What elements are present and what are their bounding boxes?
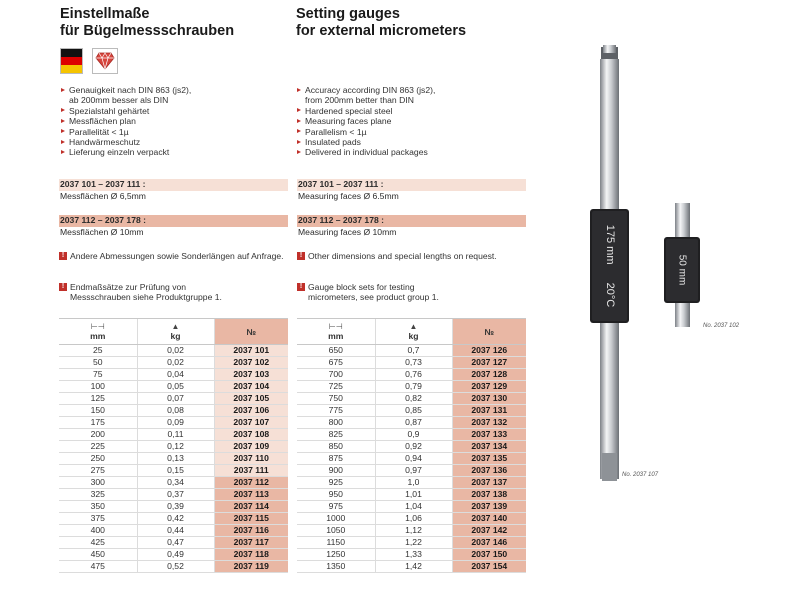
long-gauge-label: 175 mm	[604, 224, 616, 265]
weight-cell: 0,07	[137, 393, 214, 405]
table-row	[59, 513, 288, 525]
weight-cell: 0,9	[375, 429, 452, 441]
short-gauge-label: 50 mm	[676, 254, 688, 286]
weight-cell: 0,52	[137, 561, 214, 573]
article-number-cell: 2037 136	[452, 465, 526, 477]
length-cell: 900	[297, 465, 375, 477]
length-cell: 325	[59, 489, 137, 501]
note2-de	[59, 282, 222, 303]
weight-cell: 0,42	[137, 513, 214, 525]
note2-en-line2: micrometers, see product group 1.	[308, 292, 439, 303]
article-number-cell: 2037 137	[452, 477, 526, 489]
article-number-cell: 2037 128	[452, 369, 526, 381]
article-number-cell: 2037 106	[214, 405, 288, 417]
bullet-item: Delivered in individual packages	[296, 147, 435, 157]
table-header-row	[59, 319, 288, 345]
table-row	[59, 537, 288, 549]
weight-cell: 0,11	[137, 429, 214, 441]
weight-cell: 0,85	[375, 405, 452, 417]
table-row	[297, 453, 526, 465]
weight-cell: 0,15	[137, 465, 214, 477]
article-number-cell: 2037 135	[452, 453, 526, 465]
note2-en-line1: Gauge block sets for testing	[308, 282, 415, 292]
length-cell: 1000	[297, 513, 375, 525]
range1-de-header: 2037 101 – 2037 111 :	[59, 179, 288, 191]
article-number-cell: 2037 102	[214, 357, 288, 369]
length-cell: 275	[59, 465, 137, 477]
length-cell: 150	[59, 405, 137, 417]
weight-cell: 0,02	[137, 345, 214, 357]
range1-en-header: 2037 101 – 2037 111 :	[297, 179, 526, 191]
table-row	[59, 525, 288, 537]
long-gauge-caption: No. 2037 107	[622, 472, 659, 478]
table-row	[297, 477, 526, 489]
title-de	[60, 6, 234, 40]
number-column-header: №	[452, 319, 526, 345]
length-cell: 850	[297, 441, 375, 453]
note2-de-line1: Endmaßsätze zur Prüfung von	[70, 282, 187, 292]
range2-en-header: 2037 112 – 2037 178 :	[297, 215, 526, 227]
length-cell: 100	[59, 381, 137, 393]
weight-cell: 0,44	[137, 525, 214, 537]
table-row	[297, 489, 526, 501]
weight-cell: 0,12	[137, 441, 214, 453]
table-row	[59, 489, 288, 501]
bullets-de	[60, 85, 191, 158]
title-en-line1: Setting gauges	[296, 6, 400, 22]
weight-cell: 0,73	[375, 357, 452, 369]
weight-cell: 0,76	[375, 369, 452, 381]
table-row	[297, 357, 526, 369]
length-cell: 725	[297, 381, 375, 393]
article-number-cell: 2037 142	[452, 525, 526, 537]
weight-cell: 1,04	[375, 501, 452, 513]
length-cell: 125	[59, 393, 137, 405]
article-number-cell: 2037 101	[214, 345, 288, 357]
table-row	[59, 393, 288, 405]
weight-cell: 0,97	[375, 465, 452, 477]
unit-kg: kg	[408, 331, 419, 341]
weight-cell: 0,13	[137, 453, 214, 465]
exclamation-icon: !	[59, 252, 67, 260]
unit-mm: mm	[328, 331, 344, 341]
table-row	[59, 549, 288, 561]
range2-de	[59, 215, 288, 238]
length-cell: 800	[297, 417, 375, 429]
length-column-header	[297, 319, 375, 345]
title-de-line1: Einstellmaße	[60, 6, 150, 22]
note2-de-line2: Messschrauben siehe Produktgruppe 1.	[70, 292, 222, 303]
bullet-item: Hardened special steel	[296, 106, 435, 116]
weight-cell: 1,22	[375, 537, 452, 549]
weight-cell: 1,33	[375, 549, 452, 561]
length-cell: 375	[59, 513, 137, 525]
table-row	[297, 525, 526, 537]
table-row	[297, 561, 526, 573]
bullet-item: Handwärmeschutz	[60, 137, 191, 147]
article-number-cell: 2037 130	[452, 393, 526, 405]
short-gauge-caption: No. 2037 102	[703, 323, 740, 329]
article-number-cell: 2037 140	[452, 513, 526, 525]
bullet-item: Insulated pads	[296, 137, 435, 147]
article-number-cell: 2037 134	[452, 441, 526, 453]
length-cell: 75	[59, 369, 137, 381]
table-row	[297, 405, 526, 417]
article-number-cell: 2037 150	[452, 549, 526, 561]
article-number-cell: 2037 118	[214, 549, 288, 561]
bullet-item: Lieferung einzeln verpackt	[60, 147, 191, 157]
long-gauge-temp: 20°C	[604, 282, 616, 308]
table-row	[297, 369, 526, 381]
weight-cell: 1,0	[375, 477, 452, 489]
weight-cell: 0,37	[137, 489, 214, 501]
weight-cell: 0,02	[137, 357, 214, 369]
weight-cell: 0,92	[375, 441, 452, 453]
length-cell: 775	[297, 405, 375, 417]
length-cell: 1050	[297, 525, 375, 537]
length-cell: 225	[59, 441, 137, 453]
article-number-cell: 2037 116	[214, 525, 288, 537]
note1-en	[297, 251, 497, 261]
length-cell: 1150	[297, 537, 375, 549]
range1-en	[297, 179, 526, 202]
table-row	[59, 441, 288, 453]
weight-cell: 0,87	[375, 417, 452, 429]
number-column-header: №	[214, 319, 288, 345]
table-row	[297, 537, 526, 549]
article-number-cell: 2037 113	[214, 489, 288, 501]
article-number-cell: 2037 119	[214, 561, 288, 573]
unit-mm: mm	[90, 331, 106, 341]
length-cell: 25	[59, 345, 137, 357]
article-number-cell: 2037 117	[214, 537, 288, 549]
weight-cell: 1,12	[375, 525, 452, 537]
bullet-item: Genauigkeit nach DIN 863 (js2),	[60, 85, 191, 95]
table-row	[59, 345, 288, 357]
weight-cell: 1,06	[375, 513, 452, 525]
table-row	[59, 369, 288, 381]
weight-cell: 1,01	[375, 489, 452, 501]
length-cell: 200	[59, 429, 137, 441]
table-row	[297, 513, 526, 525]
table-row	[297, 501, 526, 513]
article-number-cell: 2037 114	[214, 501, 288, 513]
article-number-cell: 2037 105	[214, 393, 288, 405]
length-cell: 1350	[297, 561, 375, 573]
bullet-item: Spezialstahl gehärtet	[60, 106, 191, 116]
note1-de	[59, 251, 284, 261]
weight-cell: 0,08	[137, 405, 214, 417]
weight-cell: 1,42	[375, 561, 452, 573]
range2-de-header: 2037 112 – 2037 178 :	[59, 215, 288, 227]
table-row	[297, 441, 526, 453]
note1-en-text: Other dimensions and special lengths on request.	[308, 251, 497, 261]
bullet-item: Parallelism < 1µ	[296, 127, 435, 137]
title-de-line2: für Bügelmessschrauben	[60, 23, 235, 39]
length-cell: 250	[59, 453, 137, 465]
table-row	[59, 453, 288, 465]
length-cell: 950	[297, 489, 375, 501]
length-column-header	[59, 319, 137, 345]
article-number-cell: 2037 111	[214, 465, 288, 477]
article-number-cell: 2037 132	[452, 417, 526, 429]
length-cell: 450	[59, 549, 137, 561]
table-row	[297, 465, 526, 477]
length-icon: ⊢⊣	[90, 322, 105, 331]
bullets-en	[296, 85, 435, 158]
length-cell: 750	[297, 393, 375, 405]
bullet-item: Measuring faces plane	[296, 116, 435, 126]
bullet-item-cont: ab 200mm besser als DIN	[69, 95, 169, 106]
length-cell: 700	[297, 369, 375, 381]
table-row	[297, 417, 526, 429]
long-gauge-image	[590, 45, 630, 485]
weight-cell: 0,09	[137, 417, 214, 429]
note1-de-text: Andere Abmessungen sowie Sonderlängen auf Anfrage.	[70, 251, 284, 261]
table-row	[297, 549, 526, 561]
range1-de	[59, 179, 288, 202]
germany-flag-icon	[60, 48, 83, 74]
bullet-item-cont: from 200mm better than DIN	[305, 95, 414, 106]
article-number-cell: 2037 104	[214, 381, 288, 393]
range1-de-sub: Messflächen Ø 6,5mm	[60, 191, 146, 201]
article-number-cell: 2037 129	[452, 381, 526, 393]
weight-cell: 0,39	[137, 501, 214, 513]
bullet-item: Parallelität < 1µ	[60, 127, 191, 137]
exclamation-icon: !	[297, 252, 305, 260]
weight-column-header	[375, 319, 452, 345]
length-cell: 175	[59, 417, 137, 429]
bullet-item: Accuracy according DIN 863 (js2),	[296, 85, 435, 95]
article-number-cell: 2037 109	[214, 441, 288, 453]
data-table-right	[297, 318, 526, 573]
length-cell: 650	[297, 345, 375, 357]
data-table-left	[59, 318, 288, 573]
article-number-cell: 2037 115	[214, 513, 288, 525]
table-row	[59, 429, 288, 441]
range2-en-sub: Measuring faces Ø 10mm	[298, 227, 397, 237]
short-gauge-image	[664, 203, 700, 328]
bullet-item: Messflächen plan	[60, 116, 191, 126]
article-number-cell: 2037 138	[452, 489, 526, 501]
length-cell: 875	[297, 453, 375, 465]
table-row	[59, 561, 288, 573]
title-en-line2: for external micrometers	[296, 23, 467, 39]
diamond-icon	[92, 48, 118, 74]
article-number-cell: 2037 146	[452, 537, 526, 549]
table-row	[59, 417, 288, 429]
length-cell: 425	[59, 537, 137, 549]
article-number-cell: 2037 107	[214, 417, 288, 429]
title-en	[296, 6, 466, 40]
length-cell: 925	[297, 477, 375, 489]
article-number-cell: 2037 110	[214, 453, 288, 465]
length-cell: 825	[297, 429, 375, 441]
table-row	[297, 393, 526, 405]
table-row	[59, 465, 288, 477]
exclamation-icon: !	[297, 283, 305, 291]
exclamation-icon: !	[59, 283, 67, 291]
weight-cell: 0,49	[137, 549, 214, 561]
length-cell: 350	[59, 501, 137, 513]
table-row	[59, 405, 288, 417]
range2-de-sub: Messflächen Ø 10mm	[60, 227, 144, 237]
weight-column-header	[137, 319, 214, 345]
table-row	[297, 381, 526, 393]
length-cell: 675	[297, 357, 375, 369]
weight-cell: 0,05	[137, 381, 214, 393]
article-number-cell: 2037 133	[452, 429, 526, 441]
table-row	[59, 501, 288, 513]
length-icon: ⊢⊣	[328, 322, 343, 331]
length-cell: 300	[59, 477, 137, 489]
range1-en-sub: Measuring faces Ø 6.5mm	[298, 191, 399, 201]
article-number-cell: 2037 139	[452, 501, 526, 513]
article-number-cell: 2037 154	[452, 561, 526, 573]
article-number-cell: 2037 127	[452, 357, 526, 369]
range2-en	[297, 215, 526, 238]
weight-icon: ▲	[409, 322, 418, 331]
article-number-cell: 2037 131	[452, 405, 526, 417]
weight-cell: 0,47	[137, 537, 214, 549]
article-number-cell: 2037 112	[214, 477, 288, 489]
unit-kg: kg	[170, 331, 181, 341]
table-row	[297, 429, 526, 441]
article-number-cell: 2037 126	[452, 345, 526, 357]
weight-cell: 0,34	[137, 477, 214, 489]
weight-cell: 0,82	[375, 393, 452, 405]
table-row	[297, 345, 526, 357]
weight-cell: 0,94	[375, 453, 452, 465]
table-row	[59, 381, 288, 393]
length-cell: 1250	[297, 549, 375, 561]
length-cell: 975	[297, 501, 375, 513]
table-header-row	[297, 319, 526, 345]
length-cell: 475	[59, 561, 137, 573]
note2-en	[297, 282, 439, 303]
length-cell: 400	[59, 525, 137, 537]
weight-cell: 0,04	[137, 369, 214, 381]
length-cell: 50	[59, 357, 137, 369]
weight-icon: ▲	[171, 322, 180, 331]
article-number-cell: 2037 103	[214, 369, 288, 381]
weight-cell: 0,79	[375, 381, 452, 393]
table-row	[59, 477, 288, 489]
article-number-cell: 2037 108	[214, 429, 288, 441]
weight-cell: 0,7	[375, 345, 452, 357]
table-row	[59, 357, 288, 369]
